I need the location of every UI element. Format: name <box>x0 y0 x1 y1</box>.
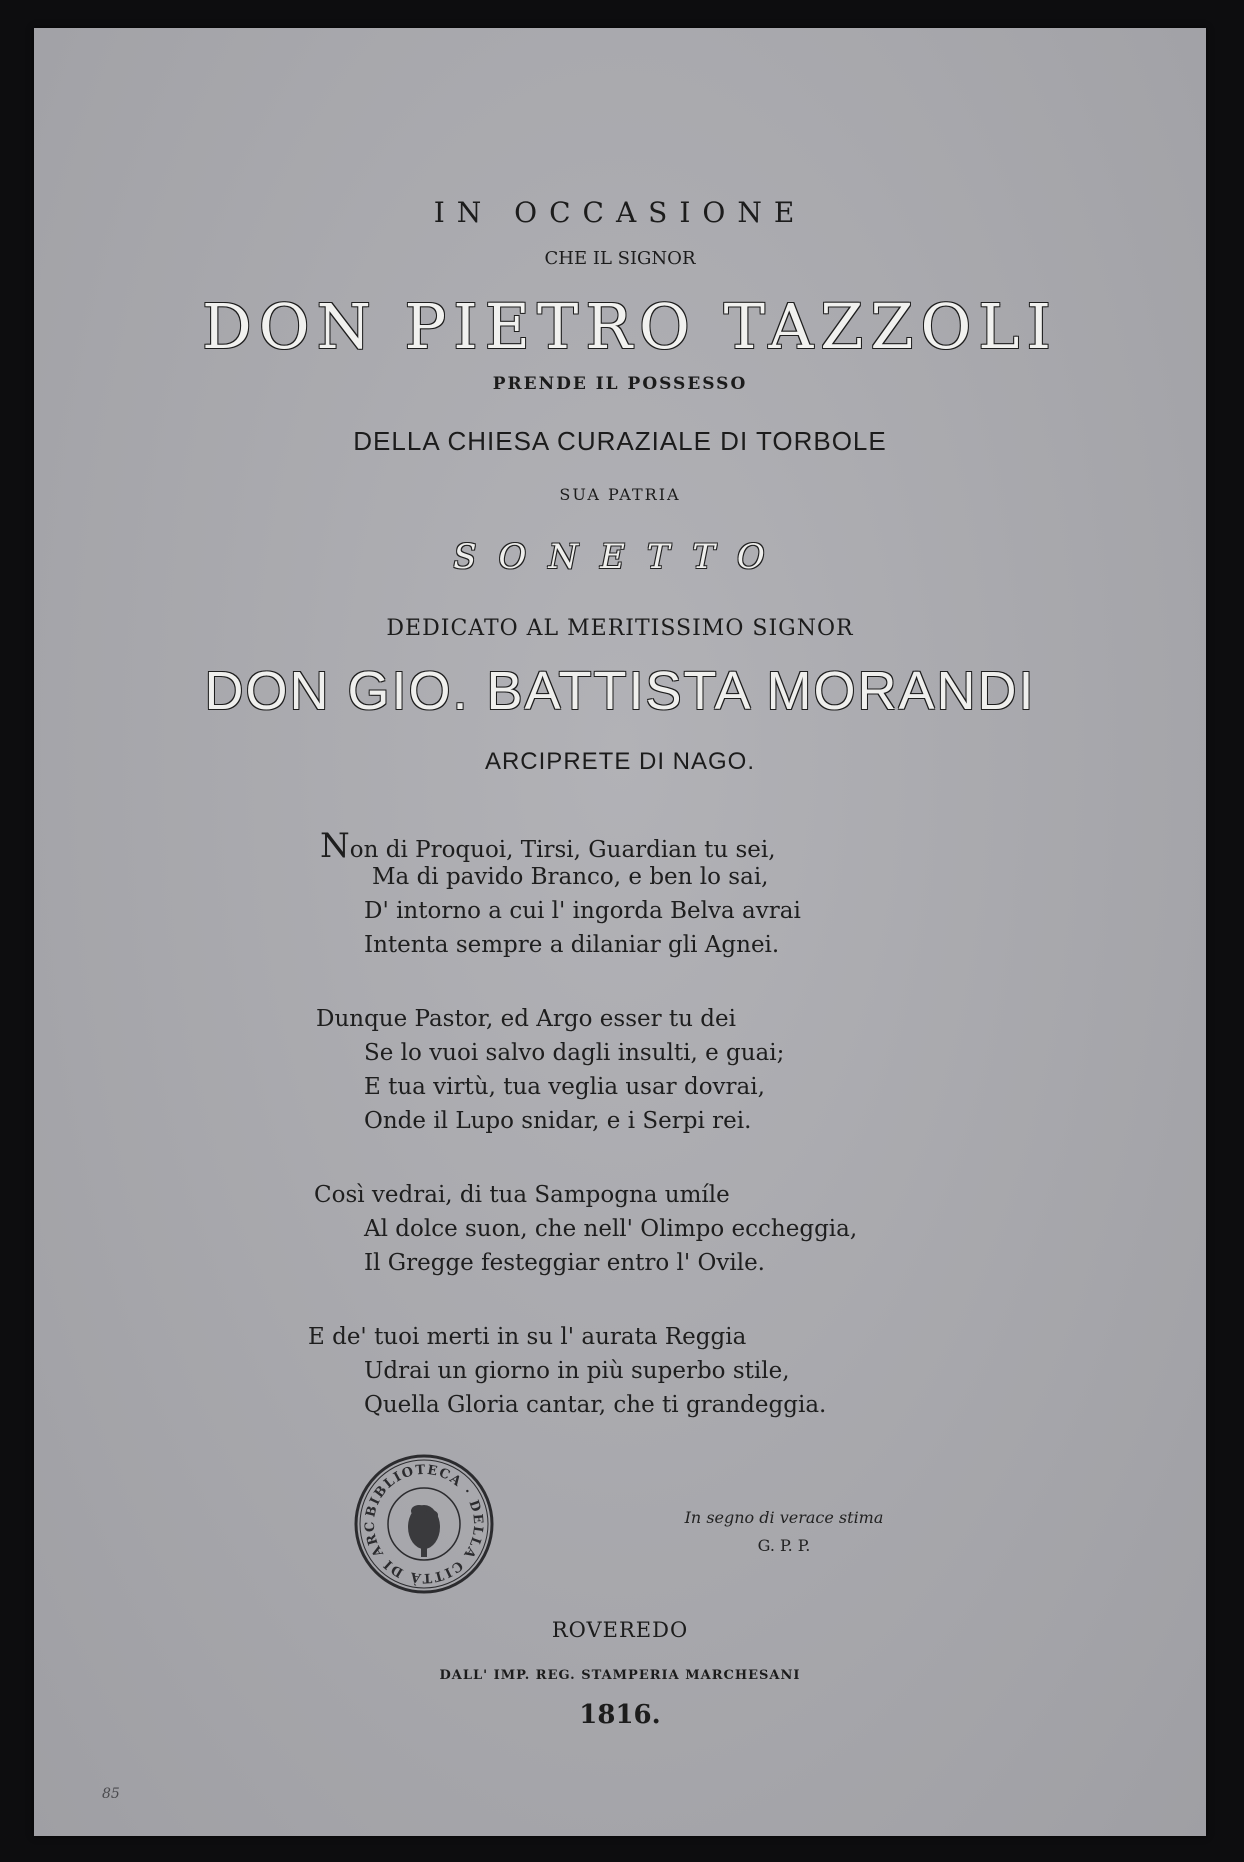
poem-line: Quella Gloria cantar, che ti grandeggia. <box>364 1392 827 1418</box>
heading-chiesa: DELLA CHIESA CURAZIALE DI TORBOLE <box>353 426 887 456</box>
dedication-note: In segno di verace stima <box>684 1508 884 1527</box>
heading-arciprete: ARCIPRETE DI NAGO. <box>484 748 756 775</box>
poem-line: Dunque Pastor, ed Argo esser tu dei <box>316 1006 736 1032</box>
imprint-printer: DALL' IMP. REG. STAMPERIA MARCHESANI <box>439 1668 801 1683</box>
poem-line: Non di Proquoi, Tirsi, Guardian tu sei, <box>320 826 776 866</box>
poem-line: Onde il Lupo snidar, e i Serpi rei. <box>364 1108 752 1134</box>
svg-text:BIBLIOTECA · DELLA CITTÀ DI AR: BIBLIOTECA · DELLA CITTÀ DI ARC <box>362 1462 486 1586</box>
dedication-initials: G. P. P. <box>757 1536 811 1555</box>
heading-sua-patria: SUA PATRIA <box>559 485 681 504</box>
poem-line: Così vedrai, di tua Sampogna umíle <box>314 1182 730 1208</box>
shelfmark: 85 <box>102 1786 120 1802</box>
heading-sonetto: SONETTO <box>453 537 787 577</box>
poem-line: D' intorno a cui l' ingorda Belva avrai <box>364 898 801 924</box>
imprint-year: 1816. <box>579 1700 661 1730</box>
poem-line: E de' tuoi merti in su l' aurata Reggia <box>308 1324 747 1350</box>
poem-line: Udrai un giorno in più superbo stile, <box>364 1358 790 1384</box>
poem-line: E tua virtù, tua veglia usar dovrai, <box>364 1074 765 1100</box>
heading-occasione: IN OCCASIONE <box>433 196 807 229</box>
heading-dedicato: DEDICATO AL MERITISSIMO SIGNOR <box>386 616 854 641</box>
stamp-emblem <box>408 1505 440 1557</box>
poem-line: Ma di pavido Branco, e ben lo sai, <box>372 864 769 890</box>
poem-line: Al dolce suon, che nell' Olimpo eccheggia, <box>364 1216 858 1242</box>
heading-name-tazzoli: DON PIETRO TAZZOLI <box>202 290 1058 363</box>
drop-cap: N <box>320 826 350 866</box>
library-stamp <box>351 1451 497 1597</box>
poem-line: Se lo vuoi salvo dagli insulti, e guai; <box>364 1040 785 1066</box>
poem-line: Intenta sempre a dilaniar gli Agnei. <box>364 932 780 958</box>
poem-line: Il Gregge festeggiar entro l' Ovile. <box>364 1250 765 1276</box>
broadside-sheet <box>34 28 1206 1836</box>
heading-che-il-signor: CHE IL SIGNOR <box>544 248 696 269</box>
heading-prende-possesso: PRENDE IL POSSESSO <box>492 374 748 394</box>
heading-dedicatee: DON GIO. BATTISTA MORANDI <box>204 661 1036 721</box>
imprint-city: ROVEREDO <box>551 1618 689 1642</box>
library-stamp-seal <box>351 1451 497 1597</box>
